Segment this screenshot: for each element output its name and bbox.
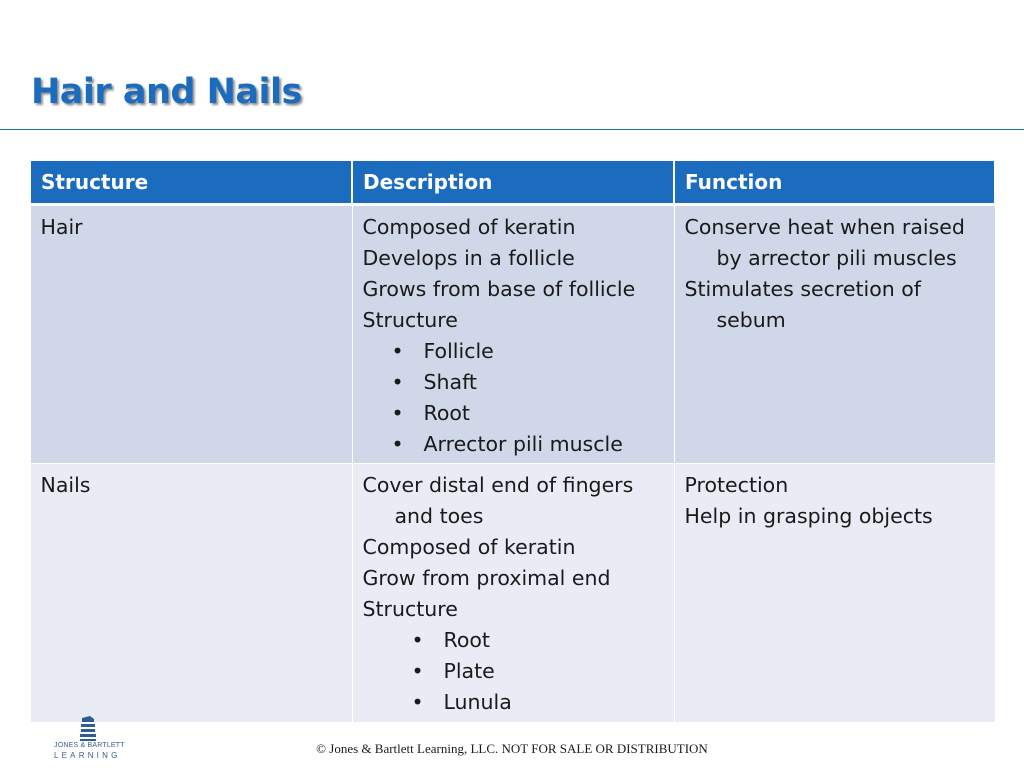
cell-function-hair: [674, 205, 995, 464]
structure-label: Hair: [40, 215, 83, 239]
bullet-dot-icon: •: [391, 370, 404, 394]
copyright-footer: © Jones & Bartlett Learning, LLC. NOT FOR SALE OR DISTRIBUTION: [316, 741, 708, 756]
table-row-nails: [30, 464, 995, 723]
header-function: Function: [674, 160, 995, 205]
description-line: Grow from proximal end: [362, 566, 611, 590]
bullet-text: Lunula: [443, 690, 512, 714]
function-line: Stimulates secretion of: [684, 277, 922, 301]
header-description: Description: [352, 160, 674, 205]
bullet-item: [363, 336, 664, 367]
cell-function-nails: [674, 464, 995, 723]
cell-structure-hair: [30, 205, 352, 464]
description-line: Grows from base of follicle: [362, 277, 636, 301]
table-row-hair: [30, 205, 995, 464]
hair-nails-table: [29, 159, 996, 723]
description-line: Composed of keratin: [362, 215, 576, 239]
title-divider: [0, 129, 1024, 130]
bullet-dot-icon: •: [391, 401, 404, 425]
table-header-row: [30, 160, 995, 205]
header-structure: Structure: [30, 160, 352, 205]
cell-description-hair: [352, 205, 674, 464]
description-line: Composed of keratin: [362, 535, 576, 559]
function-line-continued: by arrector pili muscles: [716, 246, 957, 270]
logo-text-publisher: JONES & BARTLETT: [54, 742, 125, 749]
bullet-item: [363, 429, 664, 460]
cell-description-nails: [352, 464, 674, 723]
bullet-dot-icon: •: [391, 432, 404, 456]
bullet-text: Root: [423, 401, 470, 425]
function-line: Conserve heat when raised: [684, 215, 965, 239]
bullet-item: [363, 687, 664, 718]
description-line: Structure: [362, 597, 458, 621]
structure-label: Nails: [40, 473, 91, 497]
bullet-text: Root: [443, 628, 490, 652]
bullet-item: [363, 656, 664, 687]
bullet-item: [363, 625, 664, 656]
function-line: Help in grasping objects: [684, 504, 933, 528]
bullet-dot-icon: •: [411, 659, 424, 683]
bullet-text: Shaft: [423, 370, 477, 394]
bullet-dot-icon: •: [391, 339, 404, 363]
bullet-dot-icon: •: [411, 628, 424, 652]
bullet-text: Follicle: [423, 339, 494, 363]
bullet-item: [363, 398, 664, 429]
function-line: Protection: [684, 473, 789, 497]
slide-title: Hair and Nails: [31, 72, 302, 112]
description-line-continued: and toes: [394, 504, 484, 528]
description-line: Structure: [362, 308, 458, 332]
bullet-text: Plate: [443, 659, 495, 683]
bullet-text: Arrector pili muscle: [423, 432, 623, 456]
description-line: Develops in a follicle: [362, 246, 575, 270]
logo-text-learning: LEARNING: [54, 751, 121, 760]
bullet-item: [363, 367, 664, 398]
function-line-continued: sebum: [716, 308, 786, 332]
bullet-dot-icon: •: [411, 690, 424, 714]
description-line: Cover distal end of fingers: [362, 473, 634, 497]
cell-structure-nails: [30, 464, 352, 723]
